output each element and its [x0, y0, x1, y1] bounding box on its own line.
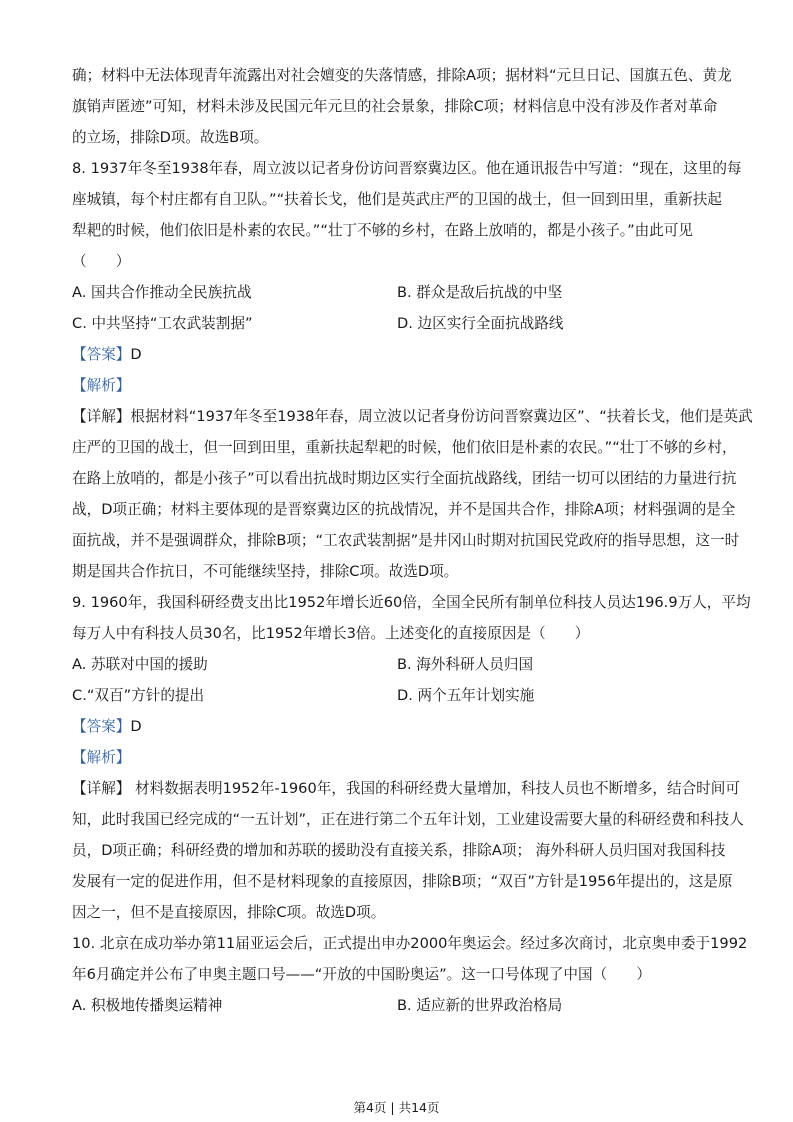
- text-line: 知，此时我国已经完成的“一五计划”，正在进行第二个五年计划，工业建设需要大量的科研经费和科技人: [72, 811, 744, 828]
- question-10-options-row-1: [72, 990, 722, 1021]
- option-a: A. 国共合作推动全民族抗战: [72, 284, 252, 301]
- question-9-answer: [72, 711, 722, 742]
- question-9-options-row-2: [72, 680, 722, 711]
- text-line: 10. 北京在成功举办第11届亚运会后，正式提出申办2000年奥运会。经过多次商讨，北京奥申委于1992: [72, 935, 748, 952]
- text-line: 确；材料中无法体现青年流露出对社会嬗变的失落情感，排除A项；据材料“元旦日记、国旗五色、黄龙: [72, 67, 732, 84]
- analysis-label: 【解析】: [72, 377, 131, 394]
- text-line: 在路上放哨的，都是小孩子”可以看出抗战时期边区实行全面抗战路线，团结一切可以团结的力量进行抗: [72, 470, 737, 487]
- question-10-stem: [72, 928, 748, 990]
- question-8-options-row-1: [72, 277, 722, 308]
- text-line: 期是国共合作抗日，不可能继续坚持，排除C项。故选D项。: [72, 563, 459, 580]
- option-d: D. 两个五年计划实施: [397, 687, 535, 704]
- analysis-label: 【解析】: [72, 749, 131, 766]
- question-9-stem: [72, 587, 751, 649]
- question-8-answer: [72, 339, 722, 370]
- text-line: [72, 773, 740, 804]
- text-line: 旗销声匿迹”可知，材料未涉及民国元年元旦的社会景象，排除C项；材料信息中没有涉及作者对革命: [72, 98, 718, 115]
- text-line: 员，D项正确；科研经费的增加和苏联的援助没有直接关系，排除A项； 海外科研人员归国对我国科技: [72, 842, 726, 859]
- answer-value: D: [130, 346, 142, 363]
- text-line: 9. 1960年，我国科研经费支出比1952年增长近60倍，全国全民所有制单位科技人员达196.9万人，平均: [72, 594, 751, 611]
- text-line: 庄严的卫国的战士，但一回到田里，重新扶起犁耙的时候，他们依旧是朴素的农民。”“壮丁不够的乡村，: [72, 439, 737, 456]
- answer-value: D: [130, 718, 142, 735]
- question-9-detail: [72, 773, 744, 928]
- text-line: 每万人中有科技人员30名，比1952年增长3倍。上述变化的直接原因是（ ）: [72, 625, 590, 642]
- text-line: 面抗战，并不是强调群众，排除B项；“工农武装割据”是井冈山时期对抗国民党政府的指导思想，这一时: [72, 532, 740, 549]
- text-line: 的立场，排除D项。故选B项。: [72, 129, 269, 146]
- page-footer: 第4页 | 共14页: [353, 1100, 440, 1115]
- question-8-analysis-heading: [72, 370, 722, 401]
- answer-label: 【答案】: [72, 346, 131, 363]
- option-b: B. 适应新的世界政治格局: [397, 997, 563, 1014]
- question-8-detail: [72, 401, 753, 587]
- previous-question-explanation-tail: [72, 60, 732, 153]
- text-line: 8. 1937年冬至1938年春，周立波以记者身份访问晋察冀边区。他在通讯报告中写道：“现在，这里的每: [72, 160, 742, 177]
- option-c: C.“双百”方针的提出: [72, 687, 205, 704]
- option-a: A. 积极地传播奥运精神: [72, 997, 223, 1014]
- option-b: B. 群众是敌后抗战的中坚: [397, 284, 563, 301]
- text-line: 年6月确定并公布了申奥主题口号——“开放的中国盼奥运”。这一口号体现了中国（ ）: [72, 966, 651, 983]
- option-b: B. 海外科研人员归国: [397, 656, 534, 673]
- option-a: A. 苏联对中国的援助: [72, 656, 208, 673]
- question-8-stem: [72, 153, 742, 277]
- answer-label: 【答案】: [72, 718, 131, 735]
- option-d: D. 边区实行全面抗战路线: [397, 315, 564, 332]
- question-8-options-row-2: [72, 308, 722, 339]
- detail-label: 【详解】: [72, 780, 131, 797]
- question-9-options-row-1: [72, 649, 722, 680]
- text-line: 发展有一定的促进作用，但不是材料现象的直接原因，排除B项；“双百”方针是1956年提出的，这是原: [72, 873, 733, 890]
- text-line: 座城镇，每个村庄都有自卫队。”“扶着长戈，他们是英武庄严的卫国的战士，但一回到田里，重新扶起: [72, 191, 722, 208]
- option-c: C. 中共坚持“工农武装割据”: [72, 315, 253, 332]
- detail-text: 根据材料“1937年冬至1938年春，周立波以记者身份访问晋察冀边区”、“扶着长戈，他们是英武: [130, 408, 753, 425]
- text-line: [72, 401, 753, 432]
- answer-blank: （ ）: [72, 253, 131, 270]
- document-page: [72, 60, 753, 1021]
- question-9-analysis-heading: [72, 742, 722, 773]
- text-line: 犁耙的时候，他们依旧是朴素的农民。”“壮丁不够的乡村，在路上放哨的，都是小孩子。”由此可见: [72, 222, 694, 239]
- text-line: 战，D项正确；材料主要体现的是晋察冀边区的抗战情况，并不是国共合作，排除A项；材料强调的是全: [72, 501, 736, 518]
- text-line: 因之一，但不是直接原因，排除C项。故选D项。: [72, 904, 386, 921]
- detail-label: 【详解】: [72, 408, 131, 425]
- detail-text: 材料数据表明1952年-1960年，我国的科研经费大量增加，科技人员也不断增多，结合时间可: [130, 780, 740, 797]
